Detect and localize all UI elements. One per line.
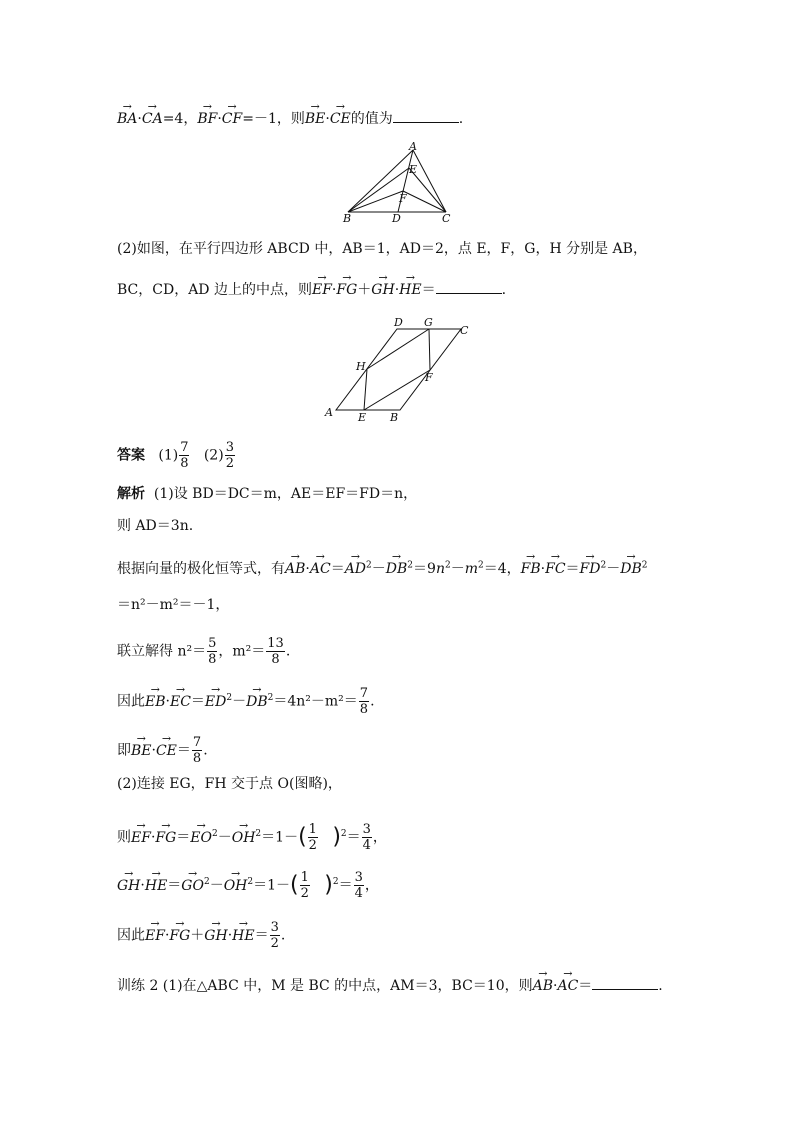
label-a: A [409, 140, 417, 153]
vec-ca: → CA [142, 106, 163, 128]
text: 即 [117, 742, 131, 759]
label-f: F [399, 192, 407, 205]
label-c: C [442, 212, 451, 225]
fraction: $\frac{1}{2}$ [300, 870, 309, 901]
text: (2) [203, 447, 224, 464]
fraction: $\frac{1}{2}$ [308, 822, 317, 853]
question-1-continued: → BA·→ CA=4，→ BF·→ CF=－1，则→ BE·→ CE的值为 . [117, 106, 463, 128]
vec-bf: → BF [197, 106, 217, 128]
text: =－1，则 [242, 111, 305, 127]
text: (1) [158, 447, 179, 464]
label-a: A [325, 406, 333, 419]
question-2-line1: (2)如图，在平行四边形 ABCD 中，AB＝1，AD＝2，点 E，F，G，H 分别是 AB， [117, 241, 647, 257]
answer-blank [592, 977, 658, 990]
fraction: $\frac{7}{8}$ [192, 735, 202, 766]
analysis-line6: 因此→ $EB\cdot\to EC=\to ED^2-\to DB^2=4n^2-m^2=$ $\frac{7}{8}$ . [117, 686, 375, 717]
fraction: $\frac{7}{8}$ [359, 686, 369, 717]
label-d: D [394, 316, 403, 329]
label-h: H [356, 360, 366, 373]
answer-blank [436, 281, 502, 294]
text: 因此 [117, 927, 145, 944]
analysis-line11: 因此→ EF·→ FG＋→ GH·→ HE＝ $\frac{3}{2}$ . [117, 920, 285, 951]
analysis-label: 解析 [117, 486, 145, 502]
vec-fg: → FG [336, 277, 357, 299]
label-e: E [358, 411, 367, 424]
text: ＝4n²－m²＝ [273, 693, 358, 710]
label-d: D [392, 212, 401, 225]
text: 根据向量的极化恒等式，有 [117, 561, 285, 577]
text: 的值为 [350, 111, 393, 127]
answer-blank [393, 110, 459, 123]
analysis-line2: 则 AD＝3n. [117, 518, 194, 534]
vec-he: → HE [399, 277, 421, 299]
triangle-figure [338, 140, 458, 228]
fraction: $\frac{13}{8}$ [267, 636, 284, 667]
vec-gh: → GH [371, 277, 394, 299]
question-2-line2: BC，CD，AD 边上的中点，则→ EF·→ FG＋→ GH·→ HE＝ . [117, 277, 506, 299]
training-question: 训练 2 (1)在△ABC 中，M 是 BC 的中点，AM＝3，BC＝10，则→ AB·→ AC＝ . [117, 973, 663, 995]
vec-be: → BE [305, 106, 326, 128]
fraction: $\frac{3}{2}$ [270, 920, 279, 951]
label-b: B [390, 411, 399, 424]
fraction: $\frac{7}{8}$ [180, 440, 189, 471]
label-g: G [424, 316, 433, 329]
fraction: $\frac{3}{2}$ [225, 440, 234, 471]
text: 因此 [117, 693, 145, 710]
label-b: B [343, 212, 352, 225]
label-c: C [460, 324, 469, 337]
text: =4， [162, 111, 198, 127]
vec-ef: → EF [312, 277, 332, 299]
analysis-line5: 联立解得 n²＝ $\frac{5}{8}$ ，m²＝ $\frac{13}{8}$ . [117, 636, 291, 667]
fraction: $\frac{3}{4}$ [362, 822, 371, 853]
fraction: $\frac{5}{8}$ [208, 636, 217, 667]
label-e: E [409, 163, 418, 176]
analysis-line3: 根据向量的极化恒等式，有→ $AB\cdot\to AC=\to AD^2-\to DB^2=9n^2-m^2=4$，→ $FB\cdot\to FC=\to FD^2-\to DB^2$ [117, 556, 647, 578]
text: 联立解得 n²＝ [117, 643, 207, 660]
answer-line [117, 440, 236, 471]
answer-label: 答案 [117, 447, 145, 464]
analysis-line7: 即→ BE·→ CE＝ $\frac{7}{8}$ . [117, 735, 208, 766]
analysis-line8: (2)连接 EG，FH 交于点 O(图略)， [117, 776, 342, 792]
vec-cf: → CF [222, 106, 242, 128]
text: (1)设 BD＝DC＝m，AE＝EF＝FD＝n， [153, 486, 418, 502]
text: ，m²＝ [218, 643, 266, 660]
text: 则 [117, 829, 131, 846]
analysis-line10: → $GH\cdot\to HE=\to GO^2-\to OH^2=1-$( $\frac{1}{2}$ )$^2$＝ $\frac{3}{4}$ ， [117, 870, 379, 901]
label-f: F [425, 371, 433, 384]
text: 训练 2 (1)在△ABC 中，M 是 BC 的中点，AM＝3，BC＝10，则 [117, 978, 533, 994]
vec-ce: → CE [330, 106, 351, 128]
parallelogram-figure [320, 315, 480, 427]
text: BC，CD，AD 边上的中点，则 [117, 282, 312, 298]
analysis-line4: ＝n²－m²＝－1， [117, 597, 230, 613]
fraction: $\frac{3}{4}$ [354, 870, 363, 901]
analysis-line1 [117, 485, 417, 503]
vec-ba: → BA [117, 106, 137, 128]
analysis-line9: 则→ $EF\cdot\to FG=\to EO^2-\to OH^2=1-$( $\frac{1}{2}$ )$^2$＝ $\frac{3}{4}$ ， [117, 822, 387, 853]
